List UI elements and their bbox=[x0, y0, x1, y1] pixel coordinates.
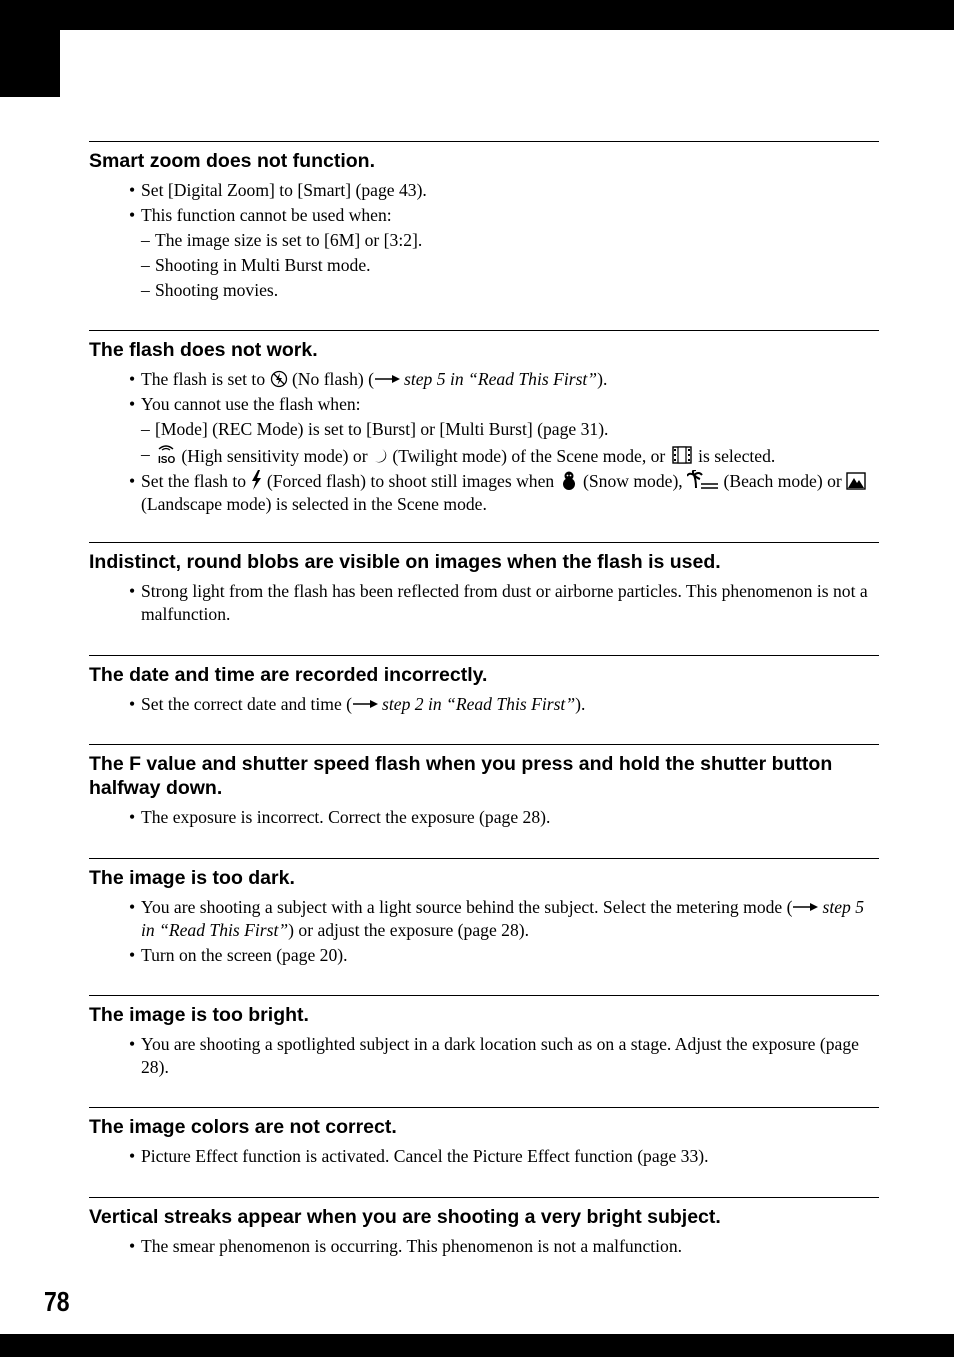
lightning-icon bbox=[250, 470, 262, 490]
right-arrow-icon bbox=[353, 699, 379, 709]
right-arrow-icon bbox=[793, 902, 819, 912]
sub-list-item: – The image size is set to [6M] or [3:2]. bbox=[141, 230, 423, 250]
list-item: • Strong light from the flash has been reflected from dust or airborne particles. This phenomenon is not a malfunction. bbox=[129, 581, 868, 624]
section-round-blobs bbox=[89, 542, 879, 628]
section-heading: Vertical streaks appear when you are shooting a very bright subject. bbox=[89, 1206, 721, 1228]
film-icon bbox=[670, 445, 694, 465]
section-heading: The F value and shutter speed flash when you press and hold the shutter button halfway down. bbox=[89, 753, 833, 799]
list-item: • You are shooting a spotlighted subject in a dark location such as on a stage. Adjust the exposure (page 28). bbox=[129, 1034, 859, 1077]
sub-list-item: – Shooting movies. bbox=[141, 280, 279, 300]
list-item: • The exposure is incorrect. Correct the exposure (page 28). bbox=[129, 807, 551, 827]
section-colors bbox=[89, 1107, 879, 1170]
list-item: • Set the correct date and time ( step 2 in “Read This First”). bbox=[129, 694, 586, 714]
mountain-icon bbox=[846, 472, 866, 490]
snowman-icon bbox=[559, 470, 579, 490]
right-arrow-icon bbox=[375, 374, 401, 384]
section-vertical-streaks bbox=[89, 1197, 879, 1260]
list-item: • You are shooting a subject with a light source behind the subject. Select the metering mode ( step 5 in “Read This First”) or adjust the exposure (page 28). bbox=[129, 897, 865, 940]
list-item: • Turn on the screen (page 20). bbox=[129, 944, 348, 965]
list-item: • Set the flash to (Forced flash) to shoot still images when (Snow mode), (Beach mode) or (Landscape mode) is selected in the Scene mode. bbox=[89, 470, 879, 515]
section-smart-zoom bbox=[89, 141, 879, 304]
palm-tree-icon bbox=[687, 470, 719, 490]
bottom-black-bar bbox=[0, 1334, 954, 1357]
list-item: • The flash is set to (No flash) ( step 5 in “Read This First”). bbox=[129, 369, 608, 389]
section-heading: The image colors are not correct. bbox=[89, 1116, 397, 1138]
section-heading: The image is too bright. bbox=[89, 1004, 309, 1026]
list-item: • This function cannot be used when: bbox=[129, 205, 392, 225]
section-date-time bbox=[89, 655, 879, 718]
section-heading: The flash does not work. bbox=[89, 339, 318, 361]
list-item: • You cannot use the flash when: bbox=[129, 394, 361, 414]
page-number: 78 bbox=[44, 1286, 70, 1317]
list-item: • Picture Effect function is activated. Cancel the Picture Effect function (page 33). bbox=[129, 1146, 709, 1166]
svg-text:ISO: ISO bbox=[158, 455, 176, 465]
section-heading: The image is too dark. bbox=[89, 867, 295, 889]
sub-list-item: – [Mode] (REC Mode) is set to [Burst] or [Multi Burst] (page 31). bbox=[141, 419, 609, 439]
iso-high-sensitivity-icon bbox=[155, 443, 177, 465]
list-item: • Set [Digital Zoom] to [Smart] (page 43). bbox=[129, 180, 427, 200]
top-left-tab bbox=[0, 0, 60, 97]
section-heading: The date and time are recorded incorrectly. bbox=[89, 664, 488, 686]
section-heading: Smart zoom does not function. bbox=[89, 150, 375, 172]
section-too-dark bbox=[89, 858, 879, 969]
section-too-bright bbox=[89, 995, 879, 1081]
no-flash-icon bbox=[270, 370, 288, 388]
section-flash bbox=[89, 330, 879, 518]
top-black-bar bbox=[0, 0, 954, 30]
sub-list-item: – ISO (High sensitivity mode) or (Twilight mode) of the Scene mode, or is selected. bbox=[141, 444, 776, 466]
section-heading: Indistinct, round blobs are visible on images when the flash is used. bbox=[89, 551, 721, 573]
list-item: • The smear phenomenon is occurring. This phenomenon is not a malfunction. bbox=[129, 1236, 683, 1256]
section-f-value bbox=[89, 744, 879, 831]
sub-list-item: – Shooting in Multi Burst mode. bbox=[141, 255, 371, 275]
moon-icon bbox=[372, 447, 388, 465]
